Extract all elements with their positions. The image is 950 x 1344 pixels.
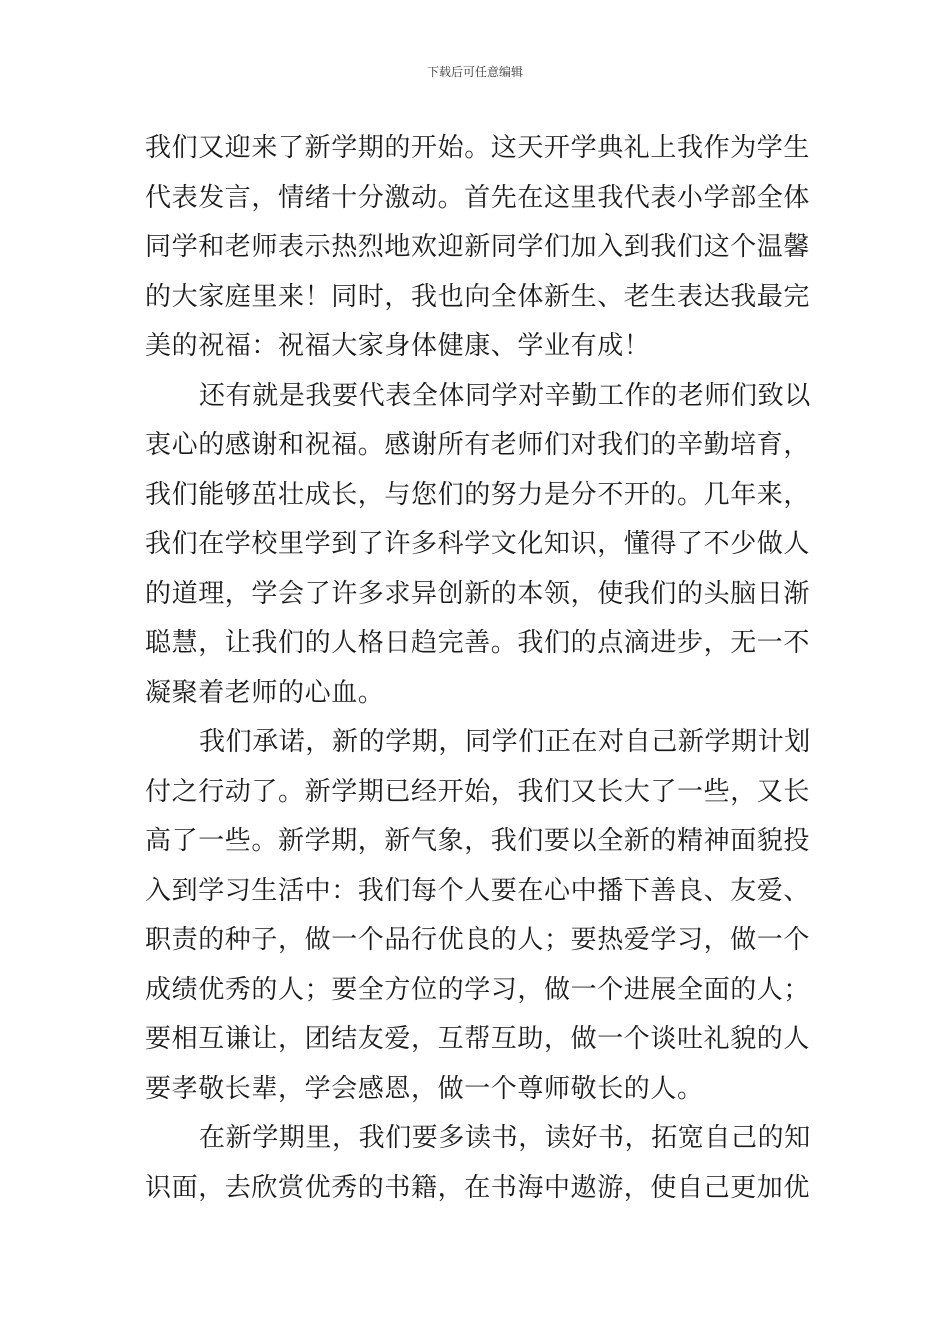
paragraph-3 <box>145 718 811 1114</box>
text-line: 聪慧，让我们的人格日趋完善。我们的点滴进步，无一不 <box>145 628 811 658</box>
document-body <box>145 124 811 1213</box>
text-line: 高了一些。新学期，新气象，我们要以全新的精神面貌投 <box>145 826 811 856</box>
text-line: 衷心的感谢和祝福。感谢所有老师们对我们的辛勤培育， <box>145 430 811 460</box>
text-line: 在新学期里，我们要多读书，读好书，拓宽自己的知 <box>199 1123 811 1153</box>
text-line: 美的祝福：祝福大家身体健康、学业有成！ <box>145 331 651 361</box>
text-line: 我们承诺，新的学期，同学们正在对自己新学期计划 <box>199 727 811 757</box>
text-line: 的大家庭里来！同时，我也向全体新生、老生表达我最完 <box>145 281 811 312</box>
text-line: 我们又迎来了新学期的开始。这天开学典礼上我作为学生 <box>145 133 811 163</box>
text-line: 要相互谦让，团结友爱，互帮互助，做一个谈吐礼貌的人 <box>145 1024 811 1054</box>
text-line: 付之行动了。新学期已经开始，我们又长大了一些，又长 <box>145 776 811 807</box>
page-header: 下载后可任意编辑 <box>426 65 523 79</box>
text-line: 凝聚着老师的心血。 <box>145 677 385 708</box>
paragraph-4 <box>145 1114 811 1213</box>
text-line: 的道理，学会了许多求异创新的本领，使我们的头脑日渐 <box>145 578 811 609</box>
text-line: 代表发言，情绪十分激动。首先在这里我代表小学部全体 <box>145 182 811 213</box>
text-line: 成绩优秀的人；要全方位的学习，做一个进展全面的人； <box>145 974 811 1005</box>
text-line: 要孝敬长辈，学会感恩，做一个尊师敬长的人。 <box>145 1073 704 1104</box>
text-line: 还有就是我要代表全体同学对辛勤工作的老师们致以 <box>199 380 811 411</box>
text-line: 入到学习生活中：我们每个人要在心中播下善良、友爱、 <box>145 875 811 906</box>
text-line: 职责的种子，做一个品行优良的人；要热爱学习，做一个 <box>145 925 811 955</box>
text-line: 我们在学校里学到了许多科学文化知识，懂得了不少做人 <box>145 529 811 559</box>
text-line: 同学和老师表示热烈地欢迎新同学们加入到我们这个温馨 <box>145 232 811 262</box>
paragraph-1 <box>145 124 811 372</box>
paragraph-2 <box>145 372 811 719</box>
text-line: 识面，去欣赏优秀的书籍，在书海中遨游，使自己更加优 <box>145 1172 811 1203</box>
text-line: 我们能够茁壮成长，与您们的努力是分不开的。几年来， <box>145 479 811 510</box>
